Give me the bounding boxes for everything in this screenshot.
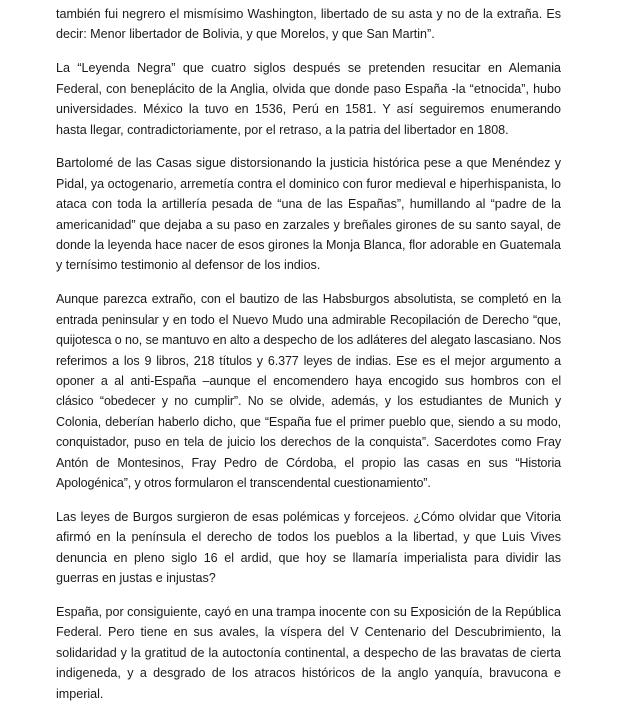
document-body — [56, 4, 561, 718]
paragraph-leyes-burgos: Las leyes de Burgos surgieron de esas polémicas y forcejeos. ¿Cómo olvidar que Vitoria afirmó en la península el derecho de todos los pueblos a la libertad, y que Luis Vives denuncia en pleno siglo 16 el ardid, que hoy se llamaría imperialista para dividir las guerras en justas e injustas? — [56, 509, 561, 586]
paragraph-habsburgos: Aunque parezca extraño, con el bautizo de las Habsburgos absolutista, se completó en la entrada peninsular y en todo el Nuevo Mudo una admirable Recopilación de Derecho “que, quijotesca o no, se mantuvo en alto a despecho de los adláteres del alegato lascasiano. Nos referimos a los 9 libros, 218 títulos y 6.377 leyes de indias. Ese es el mejor argumento a oponer a al anti-España –aunque el encomendero haya encogido sus hombros con el clásico “obedecer y no cumplir”. No se olvide, además, y los estudiantes de Munich y Colonia, deberían haberlo dicho, que “España fue el primer pueblo que, siendo a su modo, conquistador, puso en tela de juicio los derechos de la conquista”. Sacerdotes como Fray Antón de Montesinos, Fray Pedro de Córdoba, el propio las casas en sus “Historia Apologénica”, y otros formularon el transcendental cuestionamiento”. — [56, 292, 561, 491]
paragraph-washington: también fui negrero el mismísimo Washington, libertado de su asta y no de la extraña. Es decir: Menor libertador de Bolivia, y que Morelos, y que San Martin”. — [56, 7, 561, 42]
paragraph-leyenda-negra: La “Leyenda Negra” que cuatro siglos después se pretenden resucitar en Alemania Federal, con beneplácito de la Anglia, olvida que donde paso España -la “etnocida”, hubo universidades. México la tuvo en 1536, Perú en 1581. Y así seguiremos enumerando hasta llegar, contradictoriamente, por el retraso, a la patria del libertador en 1808. — [56, 61, 561, 137]
paragraph-bartolome: Bartolomé de las Casas sigue distorsionando la justicia histórica pese a que Menéndez y Pidal, ya octogenario, arremetía contra el dominico con furor medieval e hiperhispanista, lo ataca con toda la artillería pesada de “una de las Españas”, humillando al “padre de la americanidad” que dejaba a su paso en zarzales y breñales girones de su santo sayal, de donde la leyenda hace nacer de esos girones la Monja Blanca, flor adorable en Guatemala y ternísimo testimonio al defensor de los indios. — [56, 156, 561, 273]
paragraph-exposicion: España, por consiguiente, cayó en una trampa inocente con su Exposición de la República Federal. Pero tiene en sus avales, la víspera del V Centenario del Descubrimiento, la solidaridad y la gratitud de la autoctonía continental, a despecho de las bravatas de cierta indigeneda, y a desgrado de los atracos históricos de la anglo yanquía, bravucona e imperial. — [56, 605, 561, 701]
